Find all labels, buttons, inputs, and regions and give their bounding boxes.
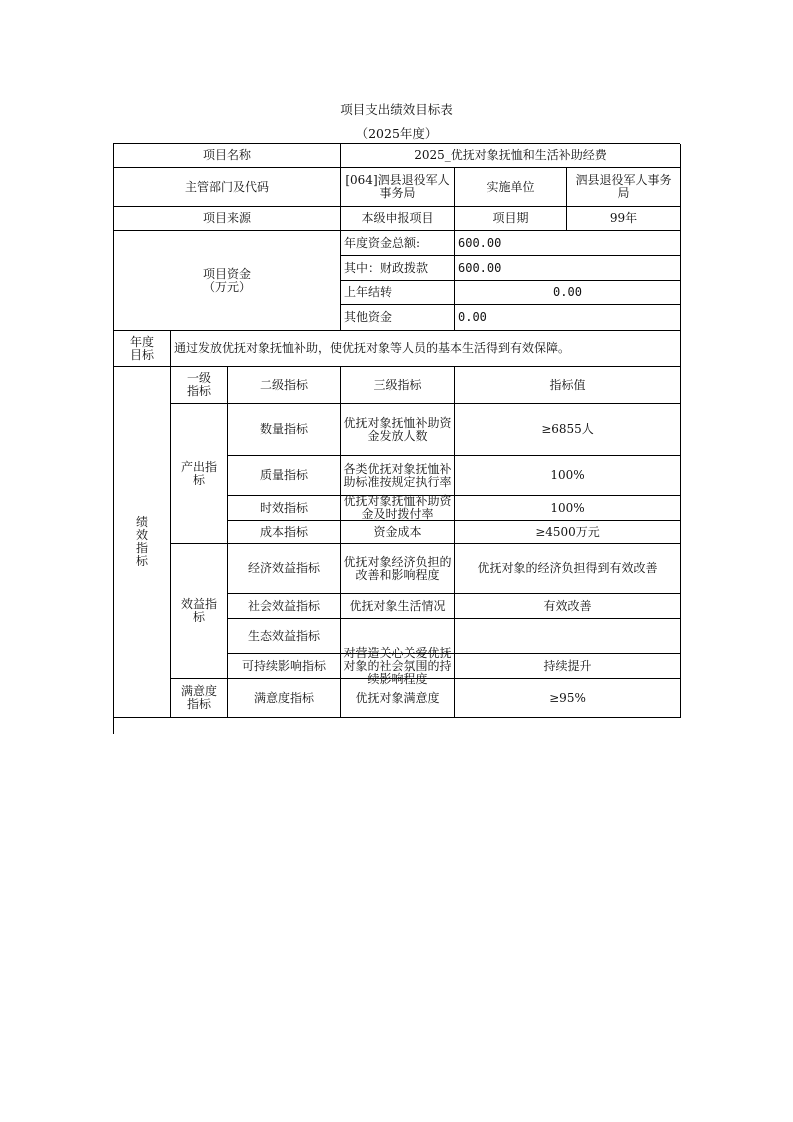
indicator-value: 100% bbox=[455, 496, 681, 521]
dept-label: 主管部门及代码 bbox=[114, 168, 341, 207]
indicator-value: 持续提升 bbox=[455, 654, 681, 679]
funds-other-label: 其他资金 bbox=[341, 305, 455, 331]
col-level1-header: 一级 指标 bbox=[171, 367, 228, 404]
indicator-level3: 对营造关心关爱优抚对象的社会氛围的持续影响程度 bbox=[341, 654, 455, 679]
funds-total-label: 年度资金总额: bbox=[341, 231, 455, 256]
funds-carryover-label: 上年结转 bbox=[341, 281, 455, 305]
funds-fiscal-label: 其中：财政拨款 bbox=[341, 256, 455, 281]
period-value: 99年 bbox=[567, 207, 681, 231]
funds-total-value: 600.00 bbox=[455, 231, 681, 256]
performance-table bbox=[113, 143, 680, 734]
indicator-level3: 优抚对象满意度 bbox=[341, 679, 455, 718]
period-label: 项目期 bbox=[455, 207, 567, 231]
indicator-value: ≥4500万元 bbox=[455, 521, 681, 544]
indicator-level2: 质量指标 bbox=[228, 456, 341, 496]
indicator-level3: 资金成本 bbox=[341, 521, 455, 544]
source-value: 本级申报项目 bbox=[341, 207, 455, 231]
indicator-value: 有效改善 bbox=[455, 594, 681, 619]
indicator-level2: 成本指标 bbox=[228, 521, 341, 544]
benefit-indicator-label: 效益指 标 bbox=[171, 544, 228, 679]
indicator-level2: 生态效益指标 bbox=[228, 619, 341, 654]
satisfaction-indicator-label: 满意度 指标 bbox=[171, 679, 228, 718]
indicators-section-label: 绩 效 指 标 bbox=[114, 367, 171, 718]
indicator-value: ≥6855人 bbox=[455, 404, 681, 456]
indicator-level2: 社会效益指标 bbox=[228, 594, 341, 619]
indicator-level2: 经济效益指标 bbox=[228, 544, 341, 594]
indicator-level2: 数量指标 bbox=[228, 404, 341, 456]
impl-unit-value: 泗县退役军人事务局 bbox=[567, 168, 681, 207]
annual-goal-text: 通过发放优抚对象抚恤补助，使优抚对象等人员的基本生活得到有效保障。 bbox=[171, 331, 681, 367]
project-name-label: 项目名称 bbox=[114, 144, 341, 168]
indicator-level3: 优抚对象经济负担的改善和影响程度 bbox=[341, 544, 455, 594]
funds-label: 项目资金 （万元） bbox=[114, 231, 341, 331]
col-value-header: 指标值 bbox=[455, 367, 681, 404]
indicator-level2: 满意度指标 bbox=[228, 679, 341, 718]
project-name-value: 2025_优抚对象抚恤和生活补助经费 bbox=[341, 144, 681, 168]
indicator-value: 100% bbox=[455, 456, 681, 496]
indicator-level3: 优抚对象抚恤补助资金及时拨付率 bbox=[341, 496, 455, 521]
col-level2-header: 二级指标 bbox=[228, 367, 341, 404]
indicator-value: 优抚对象的经济负担得到有效改善 bbox=[455, 544, 681, 594]
funds-carryover-value: 0.00 bbox=[455, 281, 681, 305]
output-indicator-label: 产出指 标 bbox=[171, 404, 228, 544]
indicator-level3: 优抚对象抚恤补助资金发放人数 bbox=[341, 404, 455, 456]
indicator-level2: 可持续影响指标 bbox=[228, 654, 341, 679]
impl-unit-label: 实施单位 bbox=[455, 168, 567, 207]
annual-goal-label: 年度 目标 bbox=[114, 331, 171, 367]
indicator-value bbox=[455, 619, 681, 654]
indicator-level3: 优抚对象生活情况 bbox=[341, 594, 455, 619]
page-title: 项目支出绩效目标表 bbox=[340, 102, 453, 117]
dept-value: [064]泗县退役军人事务局 bbox=[341, 168, 455, 207]
col-level3-header: 三级指标 bbox=[341, 367, 455, 404]
funds-fiscal-value: 600.00 bbox=[455, 256, 681, 281]
page-subtitle: （2025年度） bbox=[355, 126, 438, 141]
indicator-level2: 时效指标 bbox=[228, 496, 341, 521]
source-label: 项目来源 bbox=[114, 207, 341, 231]
indicator-value: ≥95% bbox=[455, 679, 681, 718]
funds-other-value: 0.00 bbox=[455, 305, 681, 331]
indicator-level3: 各类优抚对象抚恤补助标准按规定执行率 bbox=[341, 456, 455, 496]
